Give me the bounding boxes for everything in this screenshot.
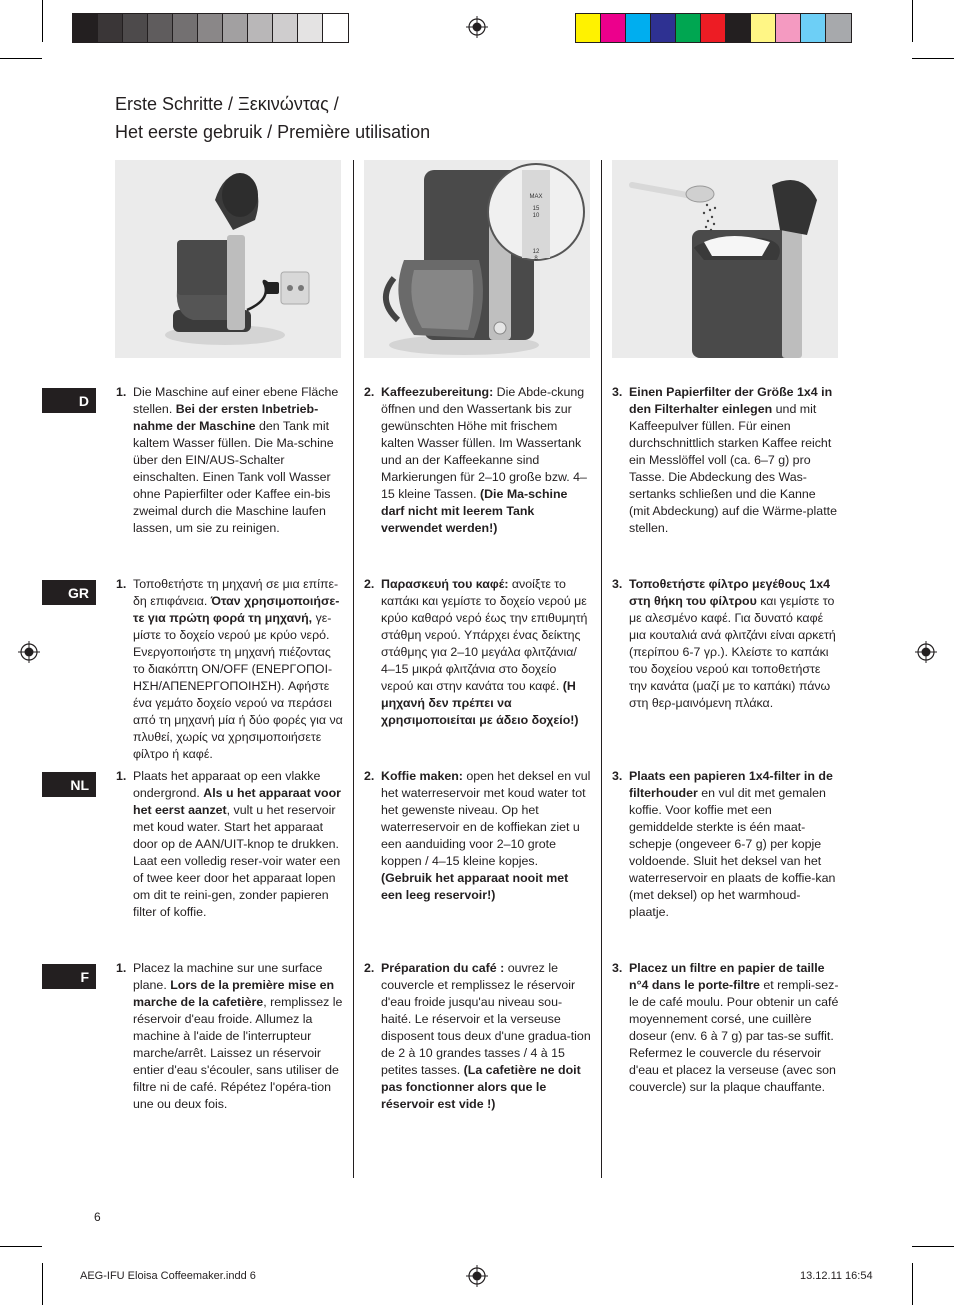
crop-mark (42, 0, 43, 42)
crop-mark (912, 0, 913, 42)
process-color-swatch (601, 14, 626, 42)
step-gr-2 (364, 576, 591, 729)
step-3-illustration (612, 160, 838, 358)
step-gr-3 (612, 576, 839, 712)
process-color-swatch (626, 14, 651, 42)
process-color-swatch (651, 14, 676, 42)
step-number: 1. (116, 385, 127, 399)
slug-file-name: AEG-IFU Eloisa Coffeemaker.indd 6 (80, 1270, 256, 1282)
step-de-3 (612, 384, 839, 537)
scale-8-label: 8 (534, 256, 538, 262)
registration-mark-icon (915, 641, 937, 663)
step-2-illustration (364, 160, 590, 358)
step-number: 2. (364, 961, 375, 975)
process-color-swatch (701, 14, 726, 42)
process-color-swatch (676, 14, 701, 42)
step-text: Τοποθετήστε τη μηχανή σε μια επίπε-δη επιφάνεια. Όταν χρησιμοποιήσε-τε για πρώτη φορά τη μηχανή, γε-μίστε το δοχείο νερού με κρύο νερό. Ενεργοποιήστε τη μηχανή πιέζοντας το διακόπτη ON/OFF (ΕΝΕΡΓΟΠΟΙ-ΗΣΗ/ΑΠΕΝΕΡΓΟΠΟΙΗΣΗ). Αφήστε ένα γεμάτο δοχείο νερού να περάσει από τη μηχανή μία ή δύο φορές για να πλυθεί, χωρίς να χρησιμοποιήσετε φίλτρο ή καφέ. (133, 577, 343, 761)
step-text: Παρασκευή του καφέ: ανοίξτε το καπάκι και γεμίστε το δοχείο νερού με κρύο καθαρό νερό έως την επιθυμητή στάθμη νερού. Υπάρχει ένας δείκτης στάθμης για 2–10 μεγάλα φλιτζάνια/ 4–15 μικρά φλιτζάνια στο δοχείο νερού και στην κανάτα του καφέ. (Η μηχανή δεν πρέπει να χρησιμοποιείται με άδειο δοχείο!) (381, 577, 588, 727)
gray-swatch (123, 14, 148, 42)
step-text: Placez un filtre en papier de taille n°4 dans le porte-filtre et rempli-sez-le de café moulu. Pour obtenir un café moyennement corsé, une cuillère doseur (env. 6 à 7 g) par tas-se suffit. Refermez le couvercle du réservoir d'eau et placez la verseuse (avec son couvercle) sur la plaque chauffante. (629, 961, 839, 1094)
registration-mark-icon (466, 1265, 488, 1287)
crop-mark (0, 58, 42, 59)
step-1-illustration (115, 160, 341, 358)
column-divider (353, 160, 354, 1178)
language-tag-gr: GR (42, 580, 96, 605)
step-text: Die Maschine auf einer ebene Fläche stellen. Bei der ersten Inbetrieb-nahme der Maschine den Tank mit kaltem Wasser füllen. Die Ma-schine über den EIN/AUS-Schalter einschalten. Einen Tank voll Wasser ohne Papierfilter oder Kaffee ein-bis zweimal durch die Maschine laufen lassen, um sie zu reinigen. (133, 385, 339, 535)
gray-swatch (248, 14, 273, 42)
step-number: 1. (116, 769, 127, 783)
step-text: Préparation du café : ouvrez le couvercle et remplissez le réservoir d'eau froide jusqu'au niveau sou-haité. Le réservoir et la verseuse disposent tous deux d'une gradua-tion de 2 à 10 grandes tasses / 4 à 15 petites tasses. (La cafetière ne doit pas fonctionner alors que le réservoir est vide !) (381, 961, 591, 1111)
slug-date: 13.12.11 16:54 (800, 1270, 873, 1282)
step-text: Plaats een papieren 1x4-filter in de filterhouder en vul dit met gemalen koffie. Voor koffie met een gemiddelde sterkte is één maat-schepje (ongeveer 6-7 g) per kopje voldoende. Sluit het deksel van het waterreservoir en plaats de koffie-kan (met deksel) op het warmhoud-plaatje. (629, 769, 836, 919)
step-de-1 (116, 384, 343, 537)
step-text: Koffie maken: open het deksel en vul het waterreservoir met koud water tot het gewenste niveau. Op het waterreservoir en de koffiekan ziet u een aanduiding voor 2–10 grote koppen / 4–15 kleine kopjes. (Gebruik het apparaat nooit met een leeg reservoir!) (381, 769, 591, 902)
process-color-swatch (826, 14, 851, 42)
gray-swatch (298, 14, 323, 42)
step-text: Τοποθετήστε φίλτρο μεγέθους 1x4 στη θήκη του φίλτρου και γεμίστε το με αλεσμένο καφέ. Για δυνατό καφέ μια κουταλιά ανά φλιτζάνι είναι αρκετή (περίπου 6-7 γρ.). Κλείστε το καπάκι του δοχείου νερού και τοποθετήστε την κανάτα (μαζί με το καπάκι) πάνω στη θερ-μαινόμενη πλάκα. (629, 577, 836, 710)
registration-mark-icon (466, 16, 488, 38)
gray-swatch (148, 14, 173, 42)
process-color-swatch (576, 14, 601, 42)
step-number: 1. (116, 961, 127, 975)
step-nl-1 (116, 768, 343, 921)
step-number: 3. (612, 577, 623, 591)
step-nl-3 (612, 768, 839, 921)
step-text: Einen Papierfilter der Größe 1x4 in den Filterhalter einlegen und mit Kaffeepulver füllen. Für einen durchschnittlich starken Kaffee reicht ein Messlöffel voll (ca. 6–7 g) pro Tasse. Die Abdeckung des Was-sertanks schließen und die Kanne (mit Abdeckung) auf die Wärme-platte stellen. (629, 385, 837, 535)
scale-10-label: 10 (532, 213, 540, 219)
gray-swatch (98, 14, 123, 42)
column-divider (601, 160, 602, 1178)
step-number: 2. (364, 577, 375, 591)
step-fr-3 (612, 960, 839, 1096)
gray-swatch (273, 14, 298, 42)
step-number: 3. (612, 385, 623, 399)
step-de-2 (364, 384, 591, 537)
process-color-bar (575, 13, 852, 43)
language-tag-fr: F (42, 964, 96, 989)
gray-swatch (323, 14, 348, 42)
language-tag-de: D (42, 388, 96, 413)
step-number: 3. (612, 961, 623, 975)
step-number: 1. (116, 577, 127, 591)
page-title-line-1: Erste Schritte / Ξεκινώντας / (115, 94, 339, 114)
process-color-swatch (801, 14, 826, 42)
crop-mark (0, 1246, 42, 1247)
gray-swatch (223, 14, 248, 42)
process-color-swatch (726, 14, 751, 42)
scale-15-label: 15 (532, 206, 540, 212)
crop-mark (912, 1263, 913, 1305)
process-color-swatch (751, 14, 776, 42)
step-nl-2 (364, 768, 591, 904)
crop-mark (912, 1246, 954, 1247)
gray-swatch (198, 14, 223, 42)
registration-mark-icon (18, 641, 40, 663)
gray-swatch (173, 14, 198, 42)
page-title-line-2: Het eerste gebruik / Première utilisation (115, 122, 431, 142)
page-number: 6 (94, 1210, 101, 1224)
step-number: 2. (364, 385, 375, 399)
language-tag-nl: NL (42, 772, 96, 797)
step-text: Placez la machine sur une surface plane. Lors de la première mise en marche de la cafetière, remplissez le réservoir d'eau froide. Allumez la machine à l'aide de l'interrupteur marche/arrêt. Laissez un réservoir entier d'eau s'écouler, sans utiliser de filtre ni de café. Répétez l'opéra-tion une ou deux fois. (133, 961, 343, 1111)
step-number: 3. (612, 769, 623, 783)
gray-swatch (73, 14, 98, 42)
step-fr-2 (364, 960, 591, 1113)
step-number: 2. (364, 769, 375, 783)
step-gr-1 (116, 576, 343, 763)
process-color-swatch (776, 14, 801, 42)
step-text: Plaats het apparaat op een vlakke ondergrond. Als u het apparaat voor het eerst aanzet, vult u het reservoir met koud water. Start het apparaat door op de AAN/UIT-knop te drukken. Laat een volledig reser-voir water een of twee keer door het apparaat lopen om dit te reini-gen, zonder papieren filter of koffie. (133, 769, 341, 919)
scale-max-label: MAX (529, 194, 543, 200)
step-fr-1 (116, 960, 343, 1113)
scale-12-label: 12 (532, 249, 540, 255)
grayscale-color-bar (72, 13, 349, 43)
step-text: Kaffeezubereitung: Die Abde-ckung öffnen und den Wassertank bis zur gewünschten Höhe mit frischem kalten Wasser füllen. Im Wassertank und an der Kaffeekanne sind Markierungen für 2–10 große bzw. 4–15 kleine Tassen. (Die Ma-schine darf nicht mit leerem Tank verwendet werden!) (381, 385, 587, 535)
crop-mark (42, 1263, 43, 1305)
crop-mark (912, 58, 954, 59)
